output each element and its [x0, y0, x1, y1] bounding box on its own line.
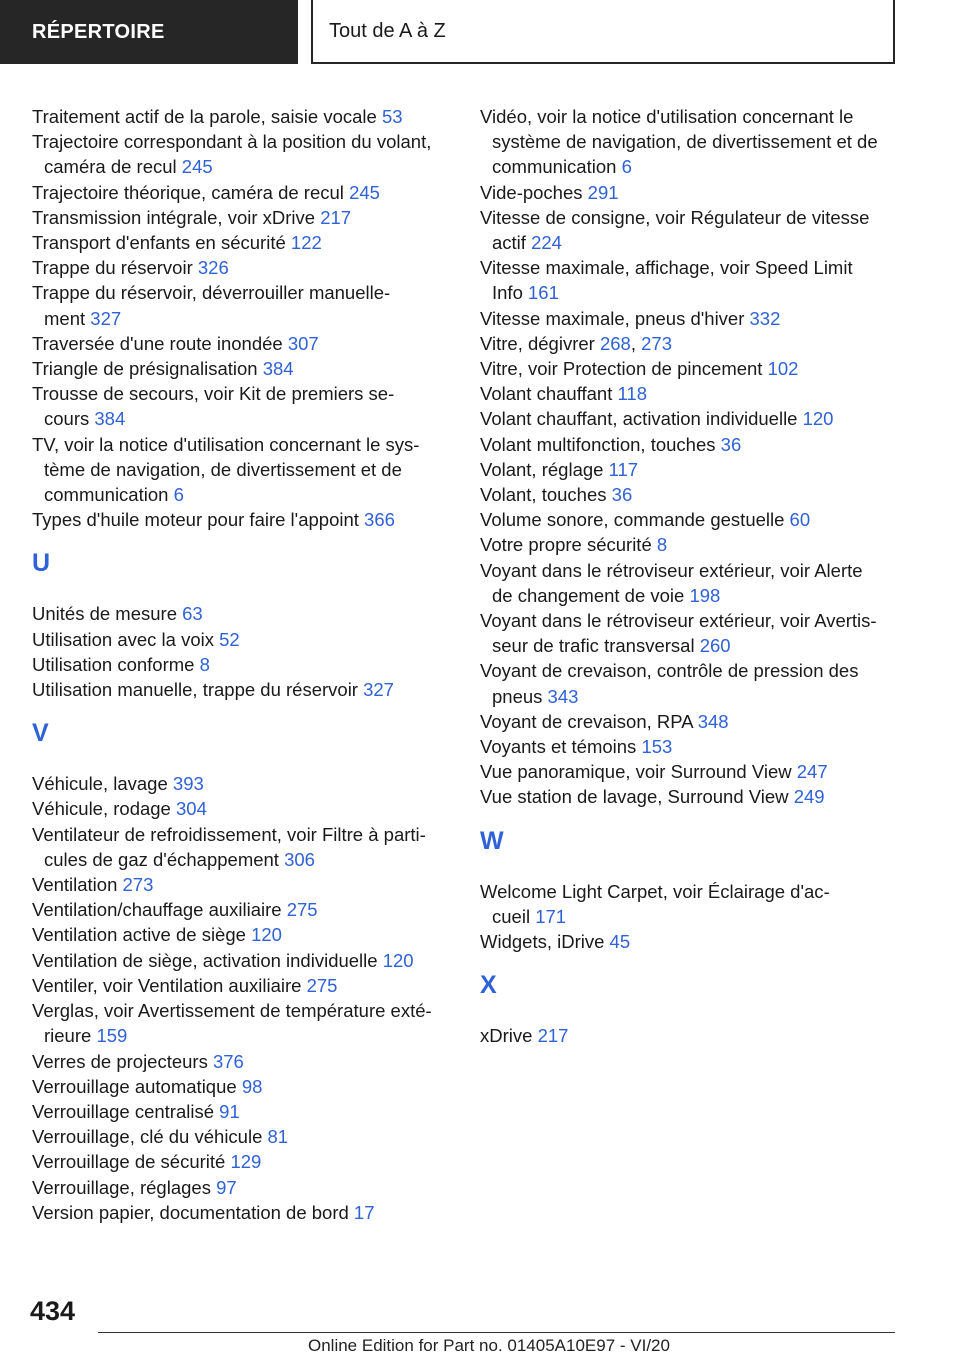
index-entry-text: Ventiler, voir Ventilation auxiliaire — [32, 974, 302, 996]
index-entry — [32, 205, 452, 230]
index-entry — [480, 255, 900, 305]
page-reference-link[interactable]: 348 — [697, 710, 729, 732]
index-entry-text: Ventilation active de siège — [32, 924, 246, 946]
index-entry — [480, 507, 900, 532]
index-entry — [32, 507, 452, 532]
index-entry-text: cueil — [492, 905, 531, 927]
index-entry-text: Vitesse maximale, affichage, voir Speed Limit — [480, 257, 853, 279]
page-reference-link[interactable]: 384 — [94, 408, 126, 430]
page-reference-link[interactable]: 291 — [587, 181, 619, 203]
index-entry-text: Votre propre sécurité — [480, 534, 652, 556]
page-reference-link[interactable]: 45 — [609, 931, 631, 953]
index-entry-text: Vitesse maximale, pneus d'hiver — [480, 307, 745, 329]
title-tab[interactable]: Tout de A à Z — [311, 0, 895, 64]
page-reference-link[interactable]: 327 — [363, 679, 394, 701]
index-entry-text: Welcome Light Carpet, voir Éclairage d'ac‐ — [480, 880, 830, 902]
index-entry — [32, 652, 452, 677]
index-entry-text: xDrive — [480, 1025, 533, 1047]
index-entry — [32, 280, 452, 330]
index-entry — [480, 406, 900, 431]
index-entry — [480, 205, 900, 255]
index-entry-text: Vue panoramique, voir Surround View — [480, 761, 792, 783]
page-reference-link[interactable]: 275 — [306, 974, 338, 996]
page-reference-link[interactable]: 247 — [796, 761, 828, 783]
index-entry — [480, 608, 900, 658]
page-reference-link[interactable]: 36 — [611, 484, 633, 506]
index-entry — [32, 627, 452, 652]
page-reference-link[interactable]: 8 — [656, 534, 668, 556]
index-entry-text: Transmission intégrale, voir xDrive — [32, 206, 316, 228]
index-entry-text: Transport d'enfants en sécurité — [32, 232, 286, 254]
index-entry-text: Vitesse de consigne, voir Régulateur de vitesse — [480, 206, 870, 228]
index-entry — [32, 922, 452, 947]
index-entry-text: Vitre, voir Protection de pincement — [480, 358, 763, 380]
index-entry-text: Verglas, voir Avertissement de température exté‐ — [32, 1000, 432, 1022]
page-reference-link[interactable]: 273 — [122, 874, 154, 896]
page-reference-link[interactable]: 91 — [219, 1100, 240, 1122]
page-reference-link[interactable]: 307 — [287, 332, 319, 354]
index-entry — [480, 356, 900, 381]
page-reference-link[interactable]: 120 — [382, 949, 414, 971]
index-entry-text: seur de trafic transversal — [492, 635, 695, 657]
index-entry — [32, 1049, 452, 1074]
index-entry — [32, 897, 452, 922]
index-entry — [32, 104, 452, 129]
index-entry-text: Vue station de lavage, Surround View — [480, 786, 789, 808]
page-reference-link[interactable]: 6 — [173, 484, 184, 506]
page-reference-link[interactable]: 36 — [720, 433, 742, 455]
page-reference-link[interactable]: 17 — [353, 1201, 375, 1223]
page-reference-link[interactable]: 81 — [267, 1126, 289, 1148]
index-letter-heading: W — [480, 826, 504, 855]
index-entry-text: Verrouillage automatique — [32, 1075, 237, 1097]
page-reference-link[interactable]: 376 — [212, 1050, 244, 1072]
index-entry — [480, 709, 900, 734]
index-entry-text: Version papier, documentation de bord — [32, 1201, 349, 1223]
page-reference-link[interactable]: 129 — [230, 1151, 262, 1173]
index-entry — [480, 532, 900, 557]
page-reference-link[interactable]: 275 — [286, 899, 318, 921]
index-letter-heading: V — [32, 719, 49, 748]
page-reference-link[interactable]: 120 — [802, 408, 834, 430]
index-entry-text: Utilisation manuelle, trappe du réservoir — [32, 679, 358, 701]
index-entry-text: Volant chauffant, activation individuelle — [480, 408, 798, 430]
index-entry-text: Véhicule, rodage — [32, 798, 171, 820]
index-entry — [480, 104, 900, 180]
index-entry — [32, 822, 452, 872]
index-entry-text: Trousse de secours, voir Kit de premiers se‐ — [32, 383, 395, 405]
index-entry-text: ment — [44, 307, 86, 329]
index-entry — [480, 784, 900, 809]
index-entry-text: TV, voir la notice d'utilisation concernant le sys‐ — [32, 433, 420, 455]
index-entry — [32, 432, 452, 508]
page-reference-link[interactable]: 117 — [608, 458, 639, 480]
index-entry-text: pneus — [492, 685, 543, 707]
page-reference-link[interactable]: 249 — [793, 786, 825, 808]
index-entry — [480, 381, 900, 406]
index-entry — [32, 331, 452, 356]
index-entry-text: de changement de voie — [492, 584, 685, 606]
index-entry-text: Véhicule, lavage — [32, 773, 168, 795]
index-entry — [480, 558, 900, 608]
index-entry-text: Types d'huile moteur pour faire l'appoint — [32, 509, 359, 531]
index-entry-text: Ventilateur de refroidissement, voir Filtre à parti‐ — [32, 823, 426, 845]
edition-text: Online Edition for Part no. 01405A10E97 - VI/20 — [308, 1336, 670, 1355]
index-entry-text: Traversée d'une route inondée — [32, 332, 283, 354]
index-entry — [480, 734, 900, 759]
index-entry — [480, 482, 900, 507]
page-reference-link[interactable]: 161 — [528, 282, 559, 304]
index-entry — [32, 998, 452, 1048]
index-entry — [32, 872, 452, 897]
index-entry — [32, 973, 452, 998]
index-entry-text: Vide-poches — [480, 181, 583, 203]
index-entry-text: Trappe du réservoir — [32, 257, 193, 279]
page-reference-link[interactable]: 63 — [182, 603, 203, 625]
page-reference-link[interactable]: 8 — [199, 653, 210, 675]
page-reference-link[interactable]: 102 — [767, 358, 799, 380]
page-reference-link[interactable]: 60 — [789, 509, 811, 531]
index-entry-text: Traitement actif de la parole, saisie vocale — [32, 106, 377, 127]
index-entry — [32, 1175, 452, 1200]
footer-divider — [98, 1332, 895, 1333]
index-entry — [32, 677, 452, 702]
index-entry — [32, 771, 452, 796]
index-entry-text: Voyants et témoins — [480, 736, 637, 758]
page-reference-link[interactable]: 198 — [689, 584, 721, 606]
page-reference-link[interactable]: 224 — [531, 232, 562, 254]
index-entry-text: communication — [492, 156, 617, 178]
index-entry-text: Vidéo, voir la notice d'utilisation concernant le — [480, 106, 854, 127]
index-entry-text: Volant chauffant — [480, 383, 613, 405]
index-entry-text: Utilisation avec la voix — [32, 628, 214, 650]
page-reference-link[interactable]: 153 — [641, 736, 673, 758]
index-entry-text: Trajectoire théorique, caméra de recul — [32, 181, 344, 203]
page-header — [0, 0, 960, 66]
page-reference-link[interactable]: 273 — [641, 332, 672, 354]
index-entry — [480, 457, 900, 482]
index-entry — [32, 129, 452, 179]
index-column-left — [32, 104, 452, 1225]
index-entry — [480, 879, 900, 929]
page-reference-link[interactable]: 97 — [216, 1176, 237, 1198]
index-entry-text: Verrouillage centralisé — [32, 1100, 215, 1122]
page-reference-link[interactable]: 366 — [364, 509, 395, 531]
page-reference-link[interactable]: 53 — [381, 106, 403, 127]
index-entry-text: caméra de recul — [44, 156, 177, 178]
section-tab[interactable]: RÉPERTOIRE — [0, 0, 298, 64]
index-entry: Vitre, dégivrer 268, 273 — [480, 332, 672, 354]
index-entry-text: Volant, réglage — [480, 458, 604, 480]
page-reference-link[interactable]: 343 — [547, 685, 579, 707]
index-entry-text: tème de navigation, de divertissement et de — [44, 458, 402, 480]
index-entry — [32, 180, 452, 205]
index-entry — [480, 432, 900, 457]
page-reference-link[interactable]: 118 — [617, 383, 647, 405]
index-entry-text: communication — [44, 484, 169, 506]
index-entry — [480, 929, 900, 954]
page-reference-link[interactable]: 171 — [535, 905, 567, 927]
index-entry — [32, 356, 452, 381]
index-entry — [32, 381, 452, 431]
index-entry-text: Info — [492, 282, 523, 304]
index-entry-text: cours — [44, 408, 90, 430]
index-entry-text: Voyant dans le rétroviseur extérieur, voir Avertis‐ — [480, 610, 877, 632]
index-entry-text: Utilisation conforme — [32, 653, 195, 675]
index-entry — [32, 230, 452, 255]
index-entry-text: Trajectoire correspondant à la position du volant, — [32, 131, 432, 153]
page-reference-link[interactable]: 306 — [284, 848, 315, 870]
index-entry — [480, 1023, 900, 1048]
page-reference-link[interactable]: 159 — [96, 1025, 128, 1047]
index-entry — [32, 1074, 452, 1099]
index-entry — [32, 1124, 452, 1149]
page-reference-link[interactable]: 268 — [599, 332, 631, 354]
index-entry — [480, 180, 900, 205]
index-entry-text: Volant multifonction, touches — [480, 433, 716, 455]
page-number: 434 — [30, 1296, 76, 1326]
page-reference-link[interactable]: 260 — [699, 635, 731, 657]
index-entry-text: Verrouillage, réglages — [32, 1176, 211, 1198]
index-entry-text: Vitre, dégivrer — [480, 332, 595, 354]
page-reference-link[interactable]: 304 — [176, 798, 207, 820]
index-entry-text: Voyant de crevaison, RPA — [480, 710, 693, 732]
index-entry — [32, 1099, 452, 1124]
page-reference-link[interactable]: 217 — [320, 206, 352, 228]
index-entry — [32, 255, 452, 280]
page-reference-link[interactable]: 327 — [90, 307, 122, 329]
page-reference-link[interactable]: 217 — [537, 1025, 569, 1047]
index-entry — [32, 1149, 452, 1174]
page-reference-link[interactable]: 332 — [749, 307, 781, 329]
index-entry-text: Unités de mesure — [32, 603, 177, 625]
index-entry-text: Trappe du réservoir, déverrouiller manuelle‐ — [32, 282, 391, 304]
page-reference-link[interactable]: 120 — [251, 924, 282, 946]
index-entry — [480, 658, 900, 708]
index-entry-text: Widgets, iDrive — [480, 931, 605, 953]
page-reference-link[interactable]: 6 — [621, 156, 632, 178]
index-entry-text: Voyant de crevaison, contrôle de pression des — [480, 660, 859, 682]
index-entry-text: Verres de projecteurs — [32, 1050, 208, 1072]
index-letter-heading: X — [480, 971, 497, 1000]
index-entry-text: Ventilation de siège, activation individuelle — [32, 949, 378, 971]
index-entry — [32, 1200, 452, 1225]
index-column-right — [480, 104, 900, 1049]
page-reference-link[interactable]: 245 — [181, 156, 213, 178]
index-entry-text: Volume sonore, commande gestuelle — [480, 509, 785, 531]
index-letter-heading: U — [32, 549, 51, 578]
index-entry-text: Triangle de présignalisation — [32, 358, 258, 380]
index-entry — [480, 306, 900, 331]
index-entry — [32, 796, 452, 821]
page-reference-link[interactable]: 326 — [197, 257, 229, 279]
index-entry — [32, 948, 452, 973]
index-entry-text: Verrouillage, clé du véhicule — [32, 1126, 263, 1148]
index-entry-text: système de navigation, de divertissement et de — [492, 131, 878, 153]
index-entry-text: Verrouillage de sécurité — [32, 1151, 226, 1173]
index-entry-text: actif — [492, 232, 526, 254]
index-entry-text: Ventilation/chauffage auxiliaire — [32, 899, 282, 921]
index-entry — [480, 759, 900, 784]
index-entry-text: rieure — [44, 1025, 92, 1047]
index-entry-text: Ventilation — [32, 874, 118, 896]
index-entry-text: Volant, touches — [480, 484, 607, 506]
index-entry-text: Voyant dans le rétroviseur extérieur, voir Alerte — [480, 559, 863, 581]
page-reference-link[interactable]: 393 — [172, 773, 204, 795]
index-entry — [32, 601, 452, 626]
page-reference-link[interactable]: 384 — [262, 358, 294, 380]
index-entry-text: cules de gaz d'échappement — [44, 848, 279, 870]
page-reference-link[interactable]: 52 — [219, 628, 240, 650]
page-reference-link[interactable]: 98 — [241, 1075, 263, 1097]
page-reference-link[interactable]: 245 — [349, 181, 380, 203]
page-reference-link[interactable]: 122 — [290, 232, 322, 254]
